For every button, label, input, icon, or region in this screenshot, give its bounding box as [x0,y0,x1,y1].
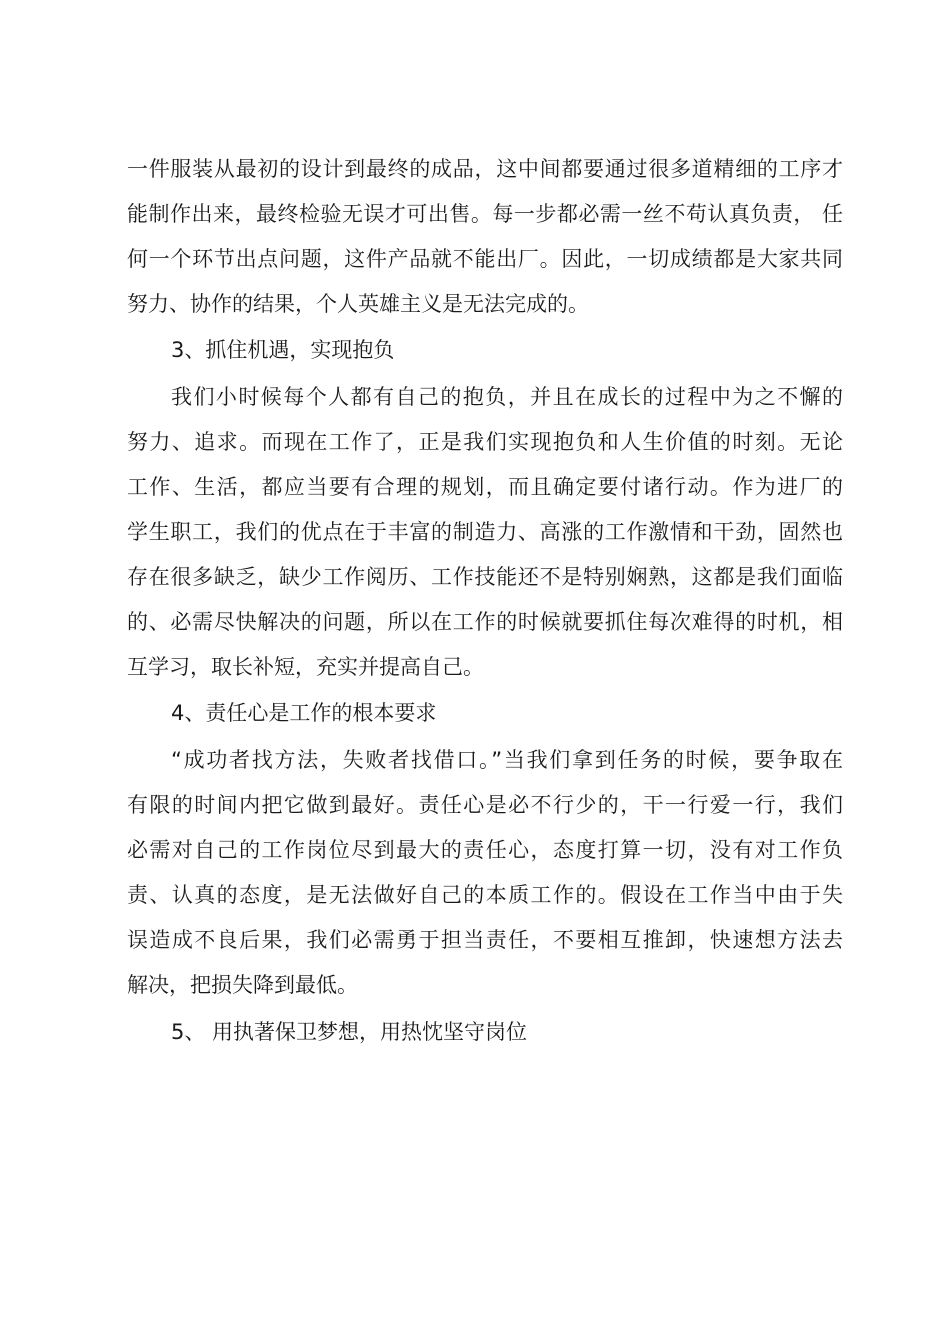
paragraph-3-line-5: 误造成不良后果，我们必需勇于担当责任，不要相互推卸，快速想方法去 [127,928,843,952]
paragraph-1-line-3: 何一个环节出点问题，这件产品就不能出厂。因此，一切成绩都是大家共同 [127,247,843,271]
paragraph-2-line-4: 学生职工，我们的优点在于丰富的制造力、高涨的工作激情和干劲，固然也 [127,520,843,544]
paragraph-2-line-7: 互学习，取长补短，充实并提高自己。 [127,655,484,679]
paragraph-1-line-1: 一件服装从最初的设计到最终的成品，这中间都要通过很多道精细的工序才 [127,157,843,181]
paragraph-3-line-2: 有限的时间内把它做到最好。责任心是必不行少的，干一行爱一行，我们 [127,793,843,817]
paragraph-1-line-2: 能制作出来，最终检验无误才可出售。每一步都必需一丝不苟认真负责， 任 [127,202,843,226]
paragraph-3-line-1: “成功者找方法，失败者找借口。”当我们拿到任务的时候，要争取在 [171,748,843,772]
paragraph-2-line-2: 努力、追求。而现在工作了，正是我们实现抱负和人生价值的时刻。无论 [127,430,843,454]
paragraph-3-line-6: 解决，把损失降到最低。 [127,973,358,997]
paragraph-1-line-4: 努力、协作的结果，个人英雄主义是无法完成的。 [127,292,589,316]
paragraph-2-line-6: 的、必需尽快解决的问题，所以在工作的时候就要抓住每次难得的时机，相 [127,610,843,634]
section-heading-5: 5、 用执著保卫梦想，用热忱坚守岗位 [171,1020,528,1044]
section-heading-4: 4、责任心是工作的根本要求 [171,701,437,725]
paragraph-3-line-4: 责、认真的态度，是无法做好自己的本质工作的。假设在工作当中由于失 [127,883,843,907]
paragraph-2-line-1: 我们小时候每个人都有自己的抱负，并且在成长的过程中为之不懈的 [171,385,843,409]
section-heading-3: 3、抓住机遇，实现抱负 [171,338,395,362]
paragraph-3-line-3: 必需对自己的工作岗位尽到最大的责任心，态度打算一切，没有对工作负 [127,838,843,862]
paragraph-2-line-5: 存在很多缺乏，缺少工作阅历、工作技能还不是特别娴熟，这都是我们面临 [127,565,843,589]
paragraph-2-line-3: 工作、生活，都应当要有合理的规划，而且确定要付诸行动。作为进厂的 [127,475,843,499]
